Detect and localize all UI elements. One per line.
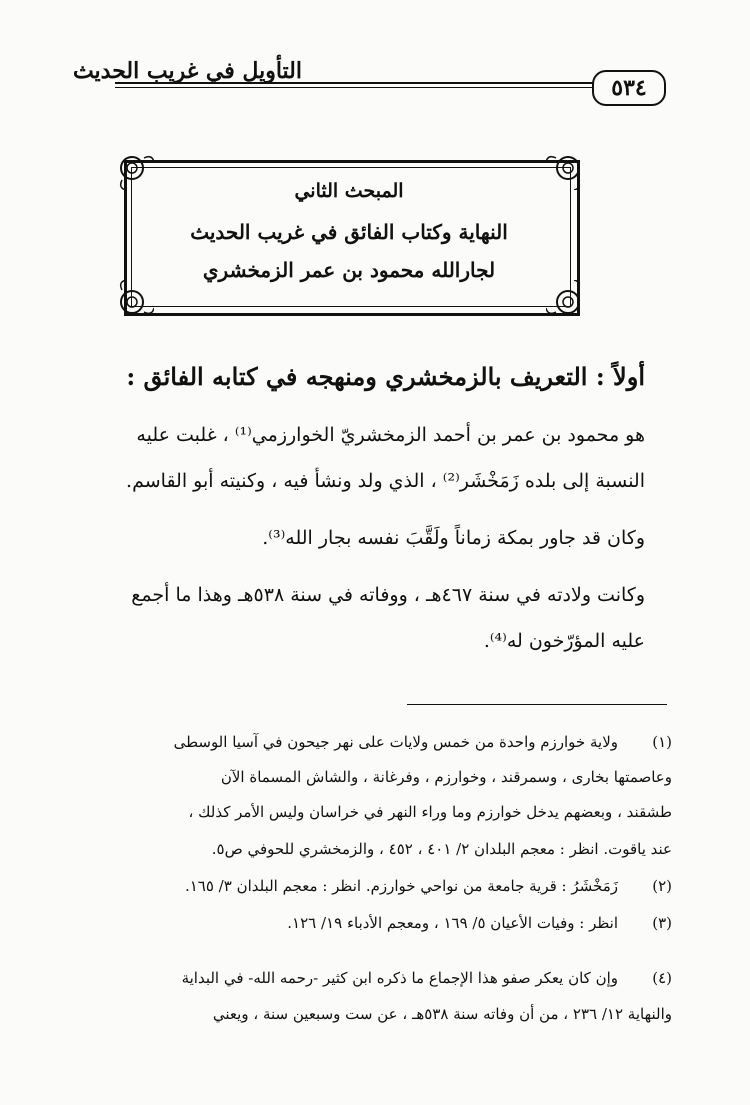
chapter-subtitle: النهاية وكتاب الفائق في غريب الحديث: [190, 220, 508, 244]
footnote-text-line: عند ياقوت. انظر : معجم البلدان ٢/ ٤٠١ ، ٤٥٢ ، والزمخشري للحوفي ص٥.: [211, 840, 672, 858]
chapter-author-line: لجارالله محمود بن عمر الزمخشري: [202, 258, 496, 282]
corner-ornament-icon: [546, 280, 586, 320]
body-text-line: وكانت ولادته في سنة ٤٦٧هـ ، ووفاته في سنة ٥٣٨هـ وهذا ما أجمع: [131, 584, 645, 606]
footnote-text-line: انظر : وفيات الأعيان ٥/ ١٦٩ ، ومعجم الأدباء ١٩/ ١٢٦.: [287, 914, 618, 932]
footnote-text-line: وعاصمتها بخارى ، وسمرقند ، وخوارزم ، وفرغانة ، والشاش المسماة الآن: [220, 768, 672, 786]
body-text-line: النسبة إلى بلده زَمَخْشَر⁽²⁾ ، الذي ولد ونشأ فيه ، وكنيته أبو القاسم.: [126, 470, 645, 492]
header-rule-thin: [115, 87, 665, 88]
footnote-text-line: زَمَخْشَرُ : قرية جامعة من نواحي خوارزم. انظر : معجم البلدان ٣/ ١٦٥.: [184, 877, 618, 895]
section-title: أولاً : التعريف بالزمخشري ومنهجه في كتابه الفائق :: [126, 362, 645, 391]
body-text-line: هو محمود بن عمر بن أحمد الزمخشريّ الخوارزمي⁽¹⁾ ، غلبت عليه: [136, 424, 645, 446]
body-text-line: وكان قد جاور بمكة زماناً ولَقَّبَ نفسه بجار الله⁽³⁾.: [262, 527, 645, 549]
footnote-text-line: وإن كان يعكر صفو هذا الإجماع ما ذكره ابن كثير -رحمه الله- في البداية: [181, 969, 618, 987]
footnote-text-line: ولاية خوارزم واحدة من خمس ولايات على نهر جيحون في آسيا الوسطى: [173, 733, 618, 751]
header-rule: [115, 82, 665, 84]
corner-ornament-icon: [114, 280, 154, 320]
footnote-number: (٤): [652, 969, 672, 987]
running-title: التأويل في غريب الحديث: [72, 58, 302, 84]
chapter-heading: المبحث الثاني: [294, 180, 404, 202]
footnote-number: (١): [652, 733, 672, 751]
footnote-text-line: طشقند ، وبعضهم يدخل خوارزم وما وراء النهر في خراسان وليس الأمر كذلك ،: [188, 803, 672, 821]
footnote-text-line: والنهاية ١٢/ ٢٣٦ ، من أن وفاته سنة ٥٣٨هـ ، عن ست وسبعين سنة ، ويعني: [212, 1005, 672, 1023]
footnote-separator: [407, 704, 667, 705]
body-text-line: عليه المؤرّخون له⁽⁴⁾.: [483, 630, 645, 652]
page-number: ٥٣٤: [592, 70, 666, 106]
footnote-number: (٣): [652, 914, 672, 932]
footnote-number: (٢): [652, 877, 672, 895]
